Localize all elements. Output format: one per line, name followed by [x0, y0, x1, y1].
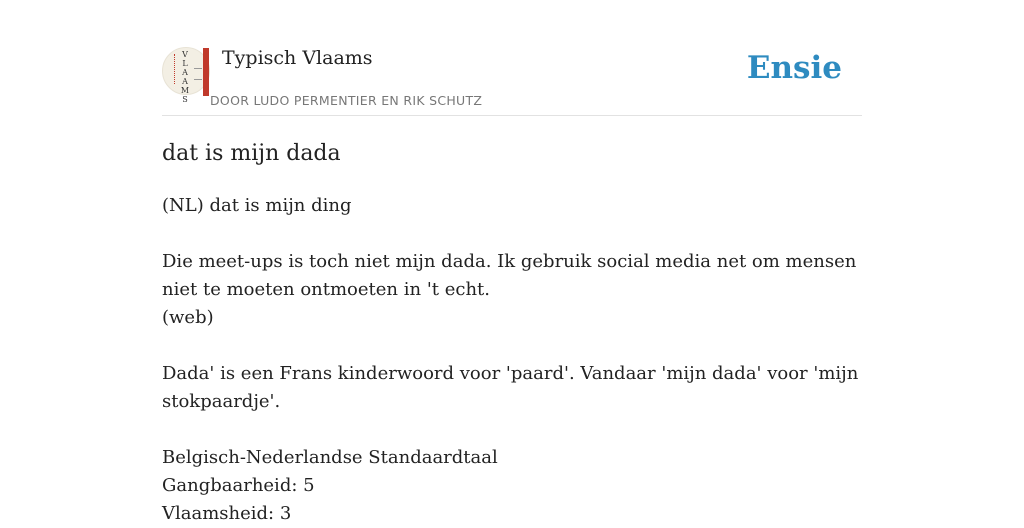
translation: (NL) dat is mijn ding [162, 195, 352, 216]
explanation: Dada' is een Frans kinderwoord voor 'paard'. Vandaar 'mijn dada' voor 'mijn stokpaardje'. [162, 363, 859, 412]
avatar-letter: M [180, 86, 190, 95]
spacer [162, 332, 862, 360]
avatar[interactable] [162, 47, 210, 104]
spacer [162, 416, 862, 444]
spacer [162, 220, 862, 248]
avatar-letter: L [182, 59, 188, 68]
entry-body [162, 192, 862, 528]
register: Belgisch-Nederlandse Standaardtaal [162, 447, 498, 468]
avatar-decoration [203, 48, 209, 96]
blog-title-link[interactable]: Typisch Vlaams [222, 47, 373, 69]
ensie-logo-link[interactable]: Ensie [746, 50, 842, 86]
entry [162, 138, 862, 528]
example-line: Die meet-ups is toch niet mijn dada. Ik gebruik social media net om mensen niet te moeten ontmoeten in 't echt. [162, 251, 857, 300]
avatar-decoration [174, 54, 177, 84]
example-source: (web) [162, 307, 214, 328]
vlaamsheid: Vlaamsheid: 3 [162, 503, 292, 524]
avatar-letter: S [182, 95, 188, 104]
header [162, 44, 862, 116]
avatar-decoration [194, 68, 202, 80]
avatar-letter: A [182, 77, 188, 86]
avatar-letter: A [182, 68, 188, 77]
avatar-letters [178, 50, 192, 104]
entry-title: dat is mijn dada [162, 141, 341, 166]
avatar-letter: V [182, 50, 188, 59]
gangbaarheid: Gangbaarheid: 5 [162, 475, 315, 496]
byline: DOOR LUDO PERMENTIER EN RIK SCHUTZ [210, 93, 483, 108]
